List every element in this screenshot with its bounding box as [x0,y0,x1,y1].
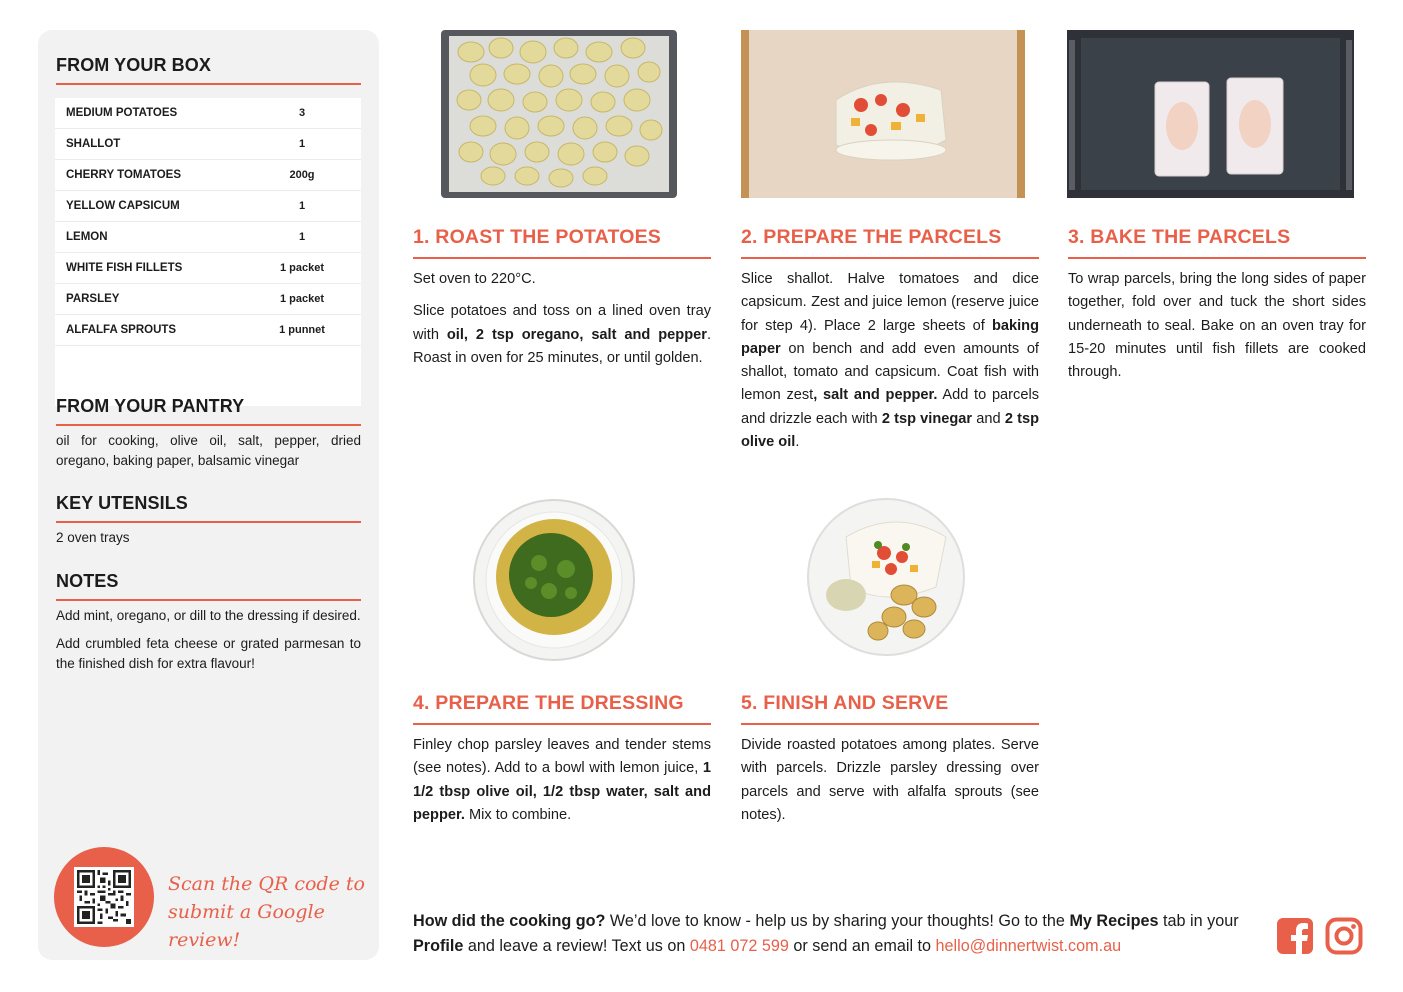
text-span: Add to parcels and drizzle each with [741,387,1039,427]
text-span: Mix to combine. [464,806,572,823]
qr-caption-line: submit a Google review! [168,901,325,951]
ingredient-name: CHERRY TOMATOES [66,169,182,181]
ingredient-name: SHALLOT [66,138,121,150]
step-3-title: 3. BAKE THE PARCELS [1068,226,1366,259]
notes-title: NOTES [56,571,361,601]
bold-span: How did the cooking go? [413,912,606,930]
step-5-photo [806,497,966,657]
table-row [55,160,361,191]
step-4-photo [471,497,637,663]
step-3-body [1068,268,1366,393]
ingredient-name: LEMON [66,231,108,243]
text-span: . [795,434,800,451]
profile-label: Profile [413,937,464,955]
table-row [55,222,361,253]
step-1-title: 1. ROAST THE POTATOES [413,226,711,259]
step-1-text [413,300,711,370]
bold-span: , salt and pepper. [813,387,938,404]
box-title: FROM YOUR BOX [56,55,361,85]
utensils-title: KEY UTENSILS [56,493,361,523]
email-link[interactable]: hello@dinnertwist.com.au [935,937,1122,955]
utensils-text [56,528,361,556]
step-1-oven: Set oven to 220°C. [413,271,536,287]
ingredient-name: WHITE FISH FILLETS [66,262,183,274]
facebook-icon[interactable] [1276,917,1314,955]
step-2-body [741,268,1039,463]
step-5-title: 5. FINISH AND SERVE [741,692,1039,725]
instagram-icon[interactable] [1325,917,1363,955]
step-3-photo [1067,30,1354,198]
table-row [55,253,361,284]
ingredient-qty: 1 punnet [279,324,325,336]
step-2-text [741,268,1039,454]
step-5-text: Divide roasted potatoes among plates. Serve with parcels. Drizzle parsley dressing over parcels and serve with alfalfa sprouts (see notes). [741,737,1039,823]
step-2-photo [741,30,1025,198]
step-4-text [413,734,711,827]
pantry-text [56,431,361,479]
bold-span: 1 1/2 tbsp olive oil, 1/2 tbsp water, salt and pepper. [413,760,711,823]
text-span: Finley chop parsley leaves and tender stems (see notes). Add to a bowl with lemon juice, [413,737,711,777]
ingredient-name: MEDIUM POTATOES [66,107,178,119]
ingredient-name: YELLOW CAPSICUM [66,200,180,212]
ingredient-qty: 1 packet [279,262,325,274]
step-1-photo [441,30,677,198]
table-row [55,315,361,346]
ingredient-name: ALFALFA SPROUTS [66,324,177,336]
text-span: Slice shallot. Halve tomatoes and dice capsicum. Zest and juice lemon (reserve juice for step 4). Place 2 large sheets of [741,271,1039,334]
ingredient-qty: 200g [289,169,315,181]
text-span: or send an email to [788,937,936,955]
text-span: We’d love to know - help us by sharing your thoughts! Go to the [605,912,1070,930]
phone-link[interactable]: 0481 072 599 [689,937,789,955]
ingredient-qty: 1 [298,138,306,150]
my-recipes-label: My Recipes [1069,912,1159,930]
table-row [55,129,361,160]
footer-review-prompt [413,909,1263,959]
pantry-title: FROM YOUR PANTRY [56,396,361,426]
ingredient-name: PARSLEY [66,293,120,305]
step-3-text: To wrap parcels, bring the long sides of paper together, fold over and tuck the short sides underneath to seal. Bake on an oven tray for 15-20 minutes until fish fillets are cooked through. [1068,271,1366,381]
qr-badge [54,847,154,947]
bold-span: oil, 2 tsp oregano, salt and pepper [446,326,707,343]
text-span: and [972,410,1005,427]
text-span: . Roast in oven for 25 minutes, or until golden. [413,326,711,366]
ingredient-qty: 1 [298,200,306,212]
table-row [55,191,361,222]
qr-caption [168,870,368,954]
qr-caption-line: Scan the QR code to [168,873,365,895]
notes-text [56,606,361,682]
step-5-body [741,734,1039,836]
text-span: Slice potatoes and toss on a lined oven tray with [413,303,711,343]
note-item: Add mint, oregano, or dill to the dressing if desired. [56,608,361,623]
step-1-body [413,268,711,379]
ingredient-qty: 3 [298,107,306,119]
sidebar [38,30,379,960]
bold-span: baking paper [741,317,1039,357]
box-ingredients-table [55,98,361,406]
ingredient-qty: 1 [298,231,306,243]
table-row [55,284,361,315]
pantry-list: oil for cooking, olive oil, salt, pepper, dried oregano, baking paper, balsamic vinegar [56,433,361,468]
qr-code[interactable] [74,867,134,927]
bold-span: 2 tsp olive oil [741,410,1039,451]
step-4-title: 4. PREPARE THE DRESSING [413,692,711,725]
bold-span: 2 tsp vinegar [881,410,973,427]
text-span: tab in your [1158,912,1239,930]
step-2-title: 2. PREPARE THE PARCELS [741,226,1039,259]
table-row [55,98,361,129]
ingredient-qty: 1 packet [279,293,325,305]
text-span: and leave a review! Text us on [463,937,690,955]
note-item: Add crumbled feta cheese or grated parmesan to the finished dish for extra flavour! [56,636,361,671]
utensils-list: 2 oven trays [56,530,130,545]
text-span: on bench and add even amounts of shallot, tomato and capsicum. Coat fish with lemon zest [741,340,1039,404]
step-4-body [413,734,711,836]
